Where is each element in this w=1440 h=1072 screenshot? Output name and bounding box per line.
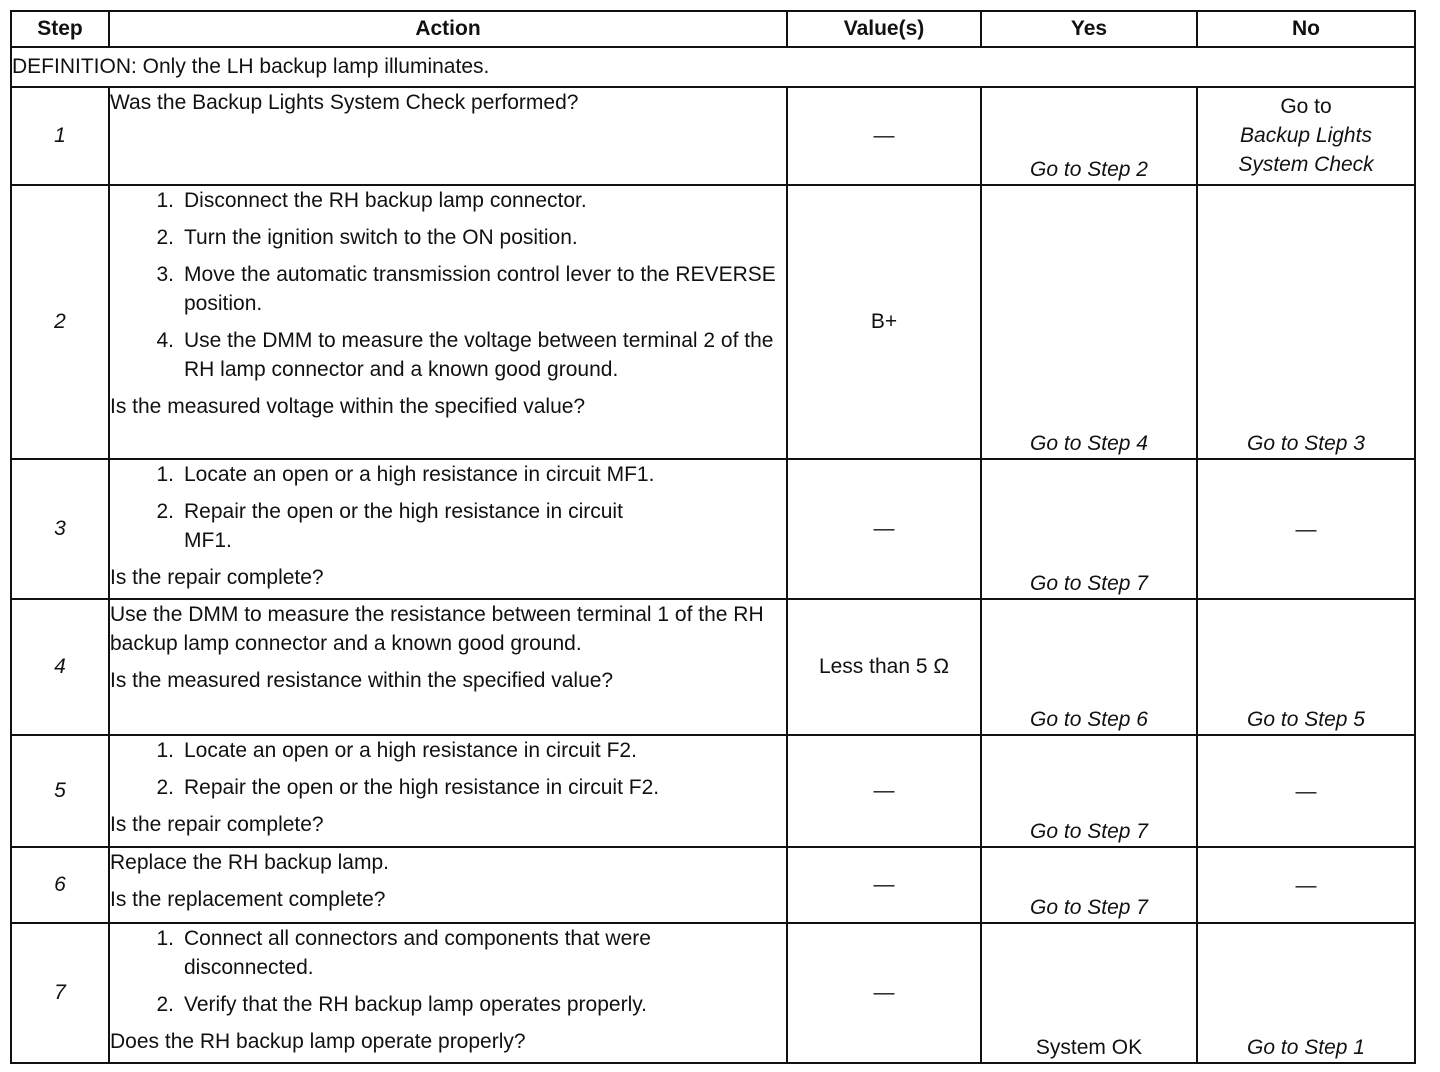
header-yes: Yes [981, 11, 1197, 47]
list-item-number: 1. [156, 189, 174, 212]
action-cell [109, 87, 787, 185]
yes-cell: Go to Step 4 [981, 185, 1197, 459]
list-item-text: Locate an open or a high resistance in circuit MF1. [184, 463, 655, 486]
table-row [11, 87, 1415, 185]
action-list [110, 924, 786, 1019]
step-number: 6 [11, 847, 109, 923]
action-cell [109, 185, 787, 459]
table-row [11, 735, 1415, 847]
list-item-number: 1. [156, 463, 174, 486]
step-number: 4 [11, 599, 109, 735]
no-cell: Go to Step 3 [1197, 185, 1415, 459]
value-cell: — [787, 923, 981, 1063]
list-item [110, 773, 786, 802]
header-row [11, 11, 1415, 47]
step-number: 5 [11, 735, 109, 847]
value-cell: — [787, 847, 981, 923]
list-item [110, 736, 786, 765]
step-number: 7 [11, 923, 109, 1063]
no-cell [1197, 87, 1415, 185]
action-text: Use the DMM to measure the resistance between terminal 1 of the RH backup lamp connector and a known good ground. [110, 603, 764, 655]
no-cell: — [1197, 459, 1415, 599]
yes-cell: System OK [981, 923, 1197, 1063]
list-item-number: 2. [156, 993, 174, 1016]
table-row [11, 599, 1415, 735]
header-no: No [1197, 11, 1415, 47]
yes-cell: Go to Step 7 [981, 735, 1197, 847]
action-cell [109, 459, 787, 599]
value-cell: — [787, 459, 981, 599]
list-item [110, 260, 786, 318]
list-item [110, 990, 786, 1019]
diagnostic-table [10, 10, 1416, 1064]
list-item-text: Disconnect the RH backup lamp connector. [184, 189, 587, 212]
value-cell: — [787, 87, 981, 185]
action-text: Was the Backup Lights System Check performed? [110, 91, 579, 114]
list-item [110, 924, 786, 982]
yes-cell: Go to Step 7 [981, 847, 1197, 923]
action-cell [109, 847, 787, 923]
no-cell: — [1197, 735, 1415, 847]
value-cell: B+ [787, 185, 981, 459]
table-row [11, 459, 1415, 599]
yes-cell: Go to Step 2 [981, 87, 1197, 185]
value-cell: Less than 5 Ω [787, 599, 981, 735]
header-step: Step [11, 11, 109, 47]
list-item [110, 460, 786, 489]
list-item-text: Move the automatic transmission control lever to the REVERSE position. [184, 263, 776, 315]
list-item-text: Verify that the RH backup lamp operates properly. [184, 993, 648, 1016]
list-item [110, 326, 786, 384]
action-list [110, 186, 786, 384]
step-number: 3 [11, 459, 109, 599]
list-item-number: 1. [156, 739, 174, 762]
action-list [110, 460, 786, 555]
step-number: 2 [11, 185, 109, 459]
no-line: Backup Lights [1240, 124, 1372, 147]
yes-cell: Go to Step 7 [981, 459, 1197, 599]
action-cell [109, 923, 787, 1063]
list-item [110, 186, 786, 215]
list-item-number: 4. [156, 329, 174, 352]
header-action: Action [109, 11, 787, 47]
action-question: Does the RH backup lamp operate properly? [110, 1030, 526, 1053]
no-cell: Go to Step 5 [1197, 599, 1415, 735]
action-cell [109, 599, 787, 735]
list-item-text: Repair the open or the high resistance in circuit MF1. [184, 500, 623, 552]
list-item-text: Turn the ignition switch to the ON position. [184, 226, 578, 249]
list-item-number: 1. [156, 927, 174, 950]
no-line: Go to [1280, 95, 1332, 118]
no-line: System Check [1238, 153, 1374, 176]
action-question: Is the repair complete? [110, 813, 324, 836]
no-cell: Go to Step 1 [1197, 923, 1415, 1063]
list-item-text: Connect all connectors and components that were disconnected. [184, 927, 651, 979]
list-item-number: 2. [156, 500, 174, 523]
list-item-number: 3. [156, 263, 174, 286]
action-text: Replace the RH backup lamp. [110, 851, 389, 874]
action-question: Is the measured resistance within the specified value? [110, 669, 614, 692]
list-item [110, 223, 786, 252]
action-question: Is the measured voltage within the specified value? [110, 395, 586, 418]
yes-cell: Go to Step 6 [981, 599, 1197, 735]
no-cell: — [1197, 847, 1415, 923]
list-item-text: Use the DMM to measure the voltage between terminal 2 of the RH lamp connector and a known good ground. [184, 329, 774, 381]
action-question: Is the repair complete? [110, 566, 324, 589]
list-item-text: Locate an open or a high resistance in circuit F2. [184, 739, 637, 762]
table-row [11, 185, 1415, 459]
table-row [11, 847, 1415, 923]
definition-row [11, 47, 1415, 87]
definition-text: DEFINITION: Only the LH backup lamp illuminates. [11, 47, 1415, 87]
list-item-number: 2. [156, 776, 174, 799]
header-values: Value(s) [787, 11, 981, 47]
list-item-number: 2. [156, 226, 174, 249]
value-cell: — [787, 735, 981, 847]
action-question: Is the replacement complete? [110, 888, 386, 911]
list-item [110, 497, 786, 555]
action-list [110, 736, 786, 802]
list-item-text: Repair the open or the high resistance in circuit F2. [184, 776, 660, 799]
action-cell [109, 735, 787, 847]
table-row [11, 923, 1415, 1063]
step-number: 1 [11, 87, 109, 185]
